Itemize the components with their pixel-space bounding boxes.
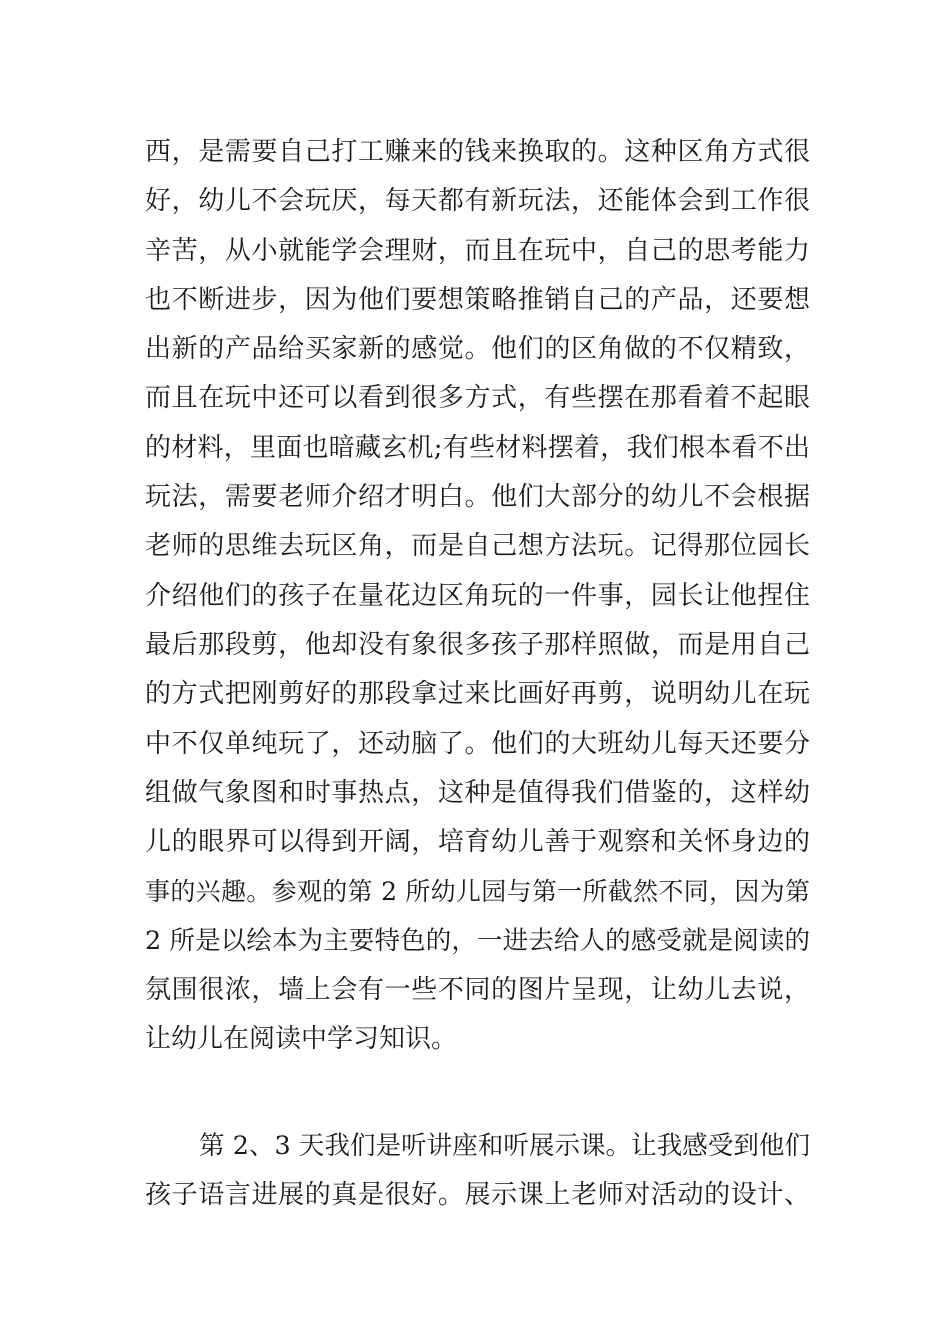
text-line: 也不断进步，因为他们要想策略推销自己的产品，还要想: [145, 284, 810, 315]
text-line: 玩法，需要老师介绍才明白。他们大部分的幼儿不会根据: [145, 482, 810, 513]
text-line: 好，幼儿不会玩厌，每天都有新玩法，还能体会到工作很: [145, 186, 810, 217]
text-line: 第 2、3 天我们是听讲座和听展示课。让我感受到他们: [199, 1131, 810, 1161]
text-line: 介绍他们的孩子在量花边区角玩的一件事，园长让他捏住: [145, 580, 810, 611]
text-line: 的材料，里面也暗藏玄机;有些材料摆着，我们根本看不出: [145, 432, 810, 463]
text-line: 氛围很浓，墙上会有一些不同的图片呈现，让幼儿去说，: [145, 975, 810, 1006]
text-line: 辛苦，从小就能学会理财，而且在玩中，自己的思考能力: [145, 235, 810, 266]
text-line: 的方式把刚剪好的那段拿过来比画好再剪，说明幼儿在玩: [145, 679, 810, 710]
text-line: 出新的产品给买家新的感觉。他们的区角做的不仅精致，: [145, 334, 810, 365]
text-line: 西，是需要自己打工赚来的钱来换取的。这种区角方式很: [145, 137, 810, 167]
text-line: 让幼儿在阅读中学习知识。: [145, 1024, 458, 1055]
text-line: 事的兴趣。参观的第 2 所幼儿园与第一所截然不同，因为第: [145, 877, 810, 907]
text-line: 儿的眼界可以得到开阔，培育幼儿善于观察和关怀身边的: [145, 827, 810, 858]
text-line: 组做气象图和时事热点，这种是值得我们借鉴的，这样幼: [145, 777, 810, 808]
text-line: 中不仅单纯玩了，还动脑了。他们的大班幼儿每天还要分: [145, 728, 810, 759]
text-line: 2 所是以绘本为主要特色的，一进去给人的感受就是阅读的: [145, 925, 810, 956]
text-line: 最后那段剪，他却没有象很多孩子那样照做，而是用自己: [145, 629, 810, 660]
text-line: 而且在玩中还可以看到很多方式，有些摆在那看着不起眼: [145, 383, 810, 414]
text-line: 孩子语言进展的真是很好。展示课上老师对活动的设计、: [145, 1180, 810, 1211]
text-line: 老师的思维去玩区角，而是自己想方法玩。记得那位园长: [145, 531, 810, 562]
paragraph: [145, 128, 810, 1065]
paragraph: [145, 1122, 810, 1221]
